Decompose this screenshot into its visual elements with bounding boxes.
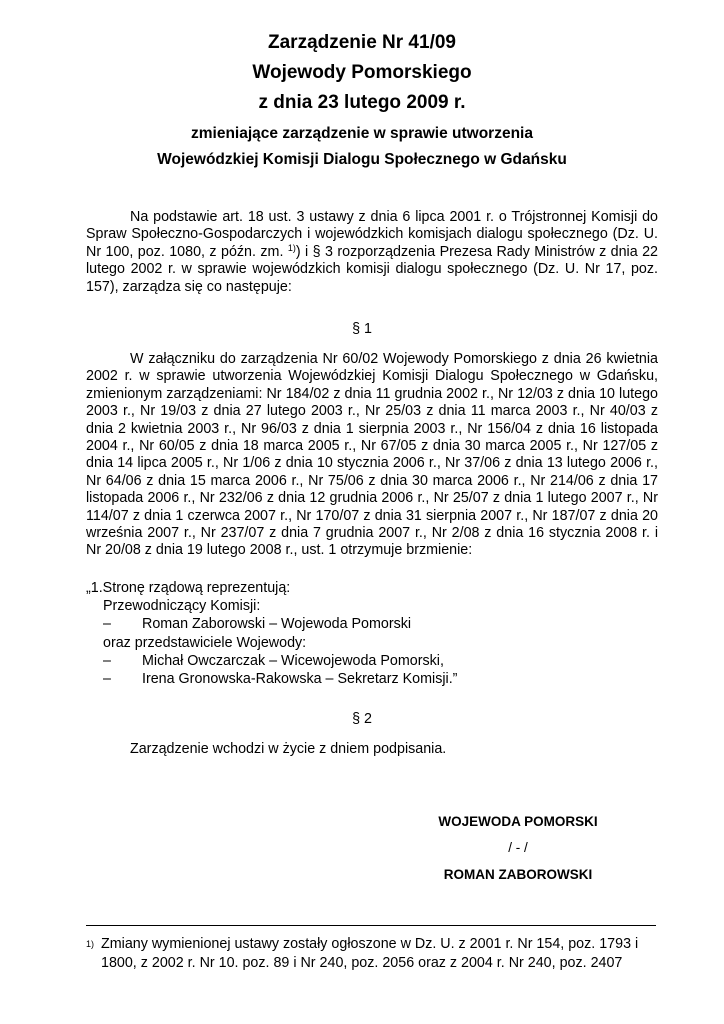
intro-text-after-ref: ) i § 3 rozporządzenia Prezesa Rady Ministrów z dnia 22 lutego 2002 r. w sprawie wojewódzkich komisji dialogu społecznego (Dz. U. Nr 17, poz. 157), zarządza się co następuje:	[86, 243, 659, 295]
section-1-heading: § 1	[352, 321, 372, 337]
intro-text-before-ref: Na podstawie art. 18 ust. 3 ustawy z dnia 6 lipca 2001 r. o Trójstronnej Komisji do Spraw Społeczno-Gospodarczych i wojewódzkich komisjach dialogu społecznego (Dz. U. Nr 100, poz. 1080, z późn. zm.	[86, 209, 658, 260]
dash-bullet: –	[103, 671, 111, 688]
list-item	[86, 615, 658, 633]
representative-item-text: Irena Gronowska-Rakowska – Sekretarz Komisji.”	[142, 671, 458, 688]
document-subject-line-2: Wojewódzkiej Komisji Dialogu Społecznego w Gdańsku	[157, 151, 567, 168]
intro-paragraph	[86, 209, 658, 296]
signature-mark: / - /	[508, 840, 528, 855]
signatory-role: WOJEWODA POMORSKI	[438, 814, 598, 829]
footnote	[86, 935, 658, 972]
footnote-reference: 1)	[287, 242, 296, 253]
document-title-block	[0, 28, 724, 173]
signature-block	[408, 813, 628, 884]
document-title: Zarządzenie Nr 41/09	[268, 32, 456, 53]
quote-line-1: „1.Stronę rządową reprezentują:	[86, 580, 291, 596]
document-issuer: Wojewody Pomorskiego	[252, 62, 472, 83]
document-subject-line-1: zmieniające zarządzenie w sprawie utworzenia	[191, 125, 533, 142]
document-date: z dnia 23 lutego 2009 r.	[258, 92, 466, 113]
list-item	[86, 652, 658, 670]
chair-item-text: Roman Zaborowski – Wojewoda Pomorski	[142, 616, 412, 633]
dash-bullet: –	[103, 652, 111, 669]
signatory-name: ROMAN ZABOROWSKI	[443, 867, 593, 882]
footnote-text: Zmiany wymienionej ustawy zostały ogłoszone w Dz. U. z 2001 r. Nr 154, poz. 1793 i 1800, z 2002 r. Nr 10. poz. 89 i Nr 240, poz. 2056 oraz z 2004 r. Nr 240, poz. 2407	[101, 936, 639, 971]
amended-text-quote	[86, 579, 658, 688]
dash-bullet: –	[103, 616, 111, 633]
representative-item-text: Michał Owczarczak – Wicewojewoda Pomorski,	[142, 652, 444, 669]
footnote-divider	[86, 925, 656, 926]
section-1-paragraph: W załączniku do zarządzenia Nr 60/02 Wojewody Pomorskiego z dnia 26 kwietnia 2002 r. w sprawie utworzenia Wojewódzkiej Komisji Dialogu Społecznego w Gdańsku, zmienionym zarządzeniami: Nr 184/02 z dnia 11 grudnia 2002 r., Nr 12/03 z dnia 10 lutego 2003 r., Nr 19/03 z dnia 27 lutego 2003 r., Nr 25/03 z dnia 11 marca 2003 r., Nr 40/03 z dnia 2 kwietnia 2003 r., Nr 96/03 z dnia 1 sierpnia 2003 r., Nr 156/04 z dnia 16 listopada 2004 r., Nr 60/05 z dnia 18 marca 2005 r., Nr 67/05 z dnia 30 marca 2005 r., Nr 127/05 z dnia 14 lipca 2005 r., Nr 1/06 z dnia 10 stycznia 2006 r., Nr 37/06 z dnia 13 lutego 2006 r., Nr 64/06 z dnia 15 marca 2006 r., Nr 75/06 z dnia 30 marca 2006 r., Nr 214/06 z dnia 17 listopada 2006 r., Nr 232/06 z dnia 12 grudnia 2006 r., Nr 25/07 z dnia 1 lutego 2007 r., Nr 114/07 z dnia 1 czerwca 2007 r., Nr 170/07 z dnia 31 sierpnia 2007 r., Nr 187/07 z dnia 20 września 2007 r., Nr 237/07 z dnia 7 grudnia 2007 r., Nr 2/08 z dnia 16 stycznia 2008 r. i Nr 20/08 z dnia 19 lutego 2008 r., ust. 1 otrzymuje brzmienie:	[86, 351, 658, 559]
footnote-marker: 1)	[86, 939, 95, 949]
section-2-heading: § 2	[352, 711, 372, 727]
representatives-label: oraz przedstawiciele Wojewody:	[103, 634, 307, 651]
section-2-paragraph: Zarządzenie wchodzi w życie z dniem podpisania.	[130, 741, 447, 757]
list-item	[86, 670, 658, 688]
chair-label: Przewodniczący Komisji:	[103, 598, 261, 615]
